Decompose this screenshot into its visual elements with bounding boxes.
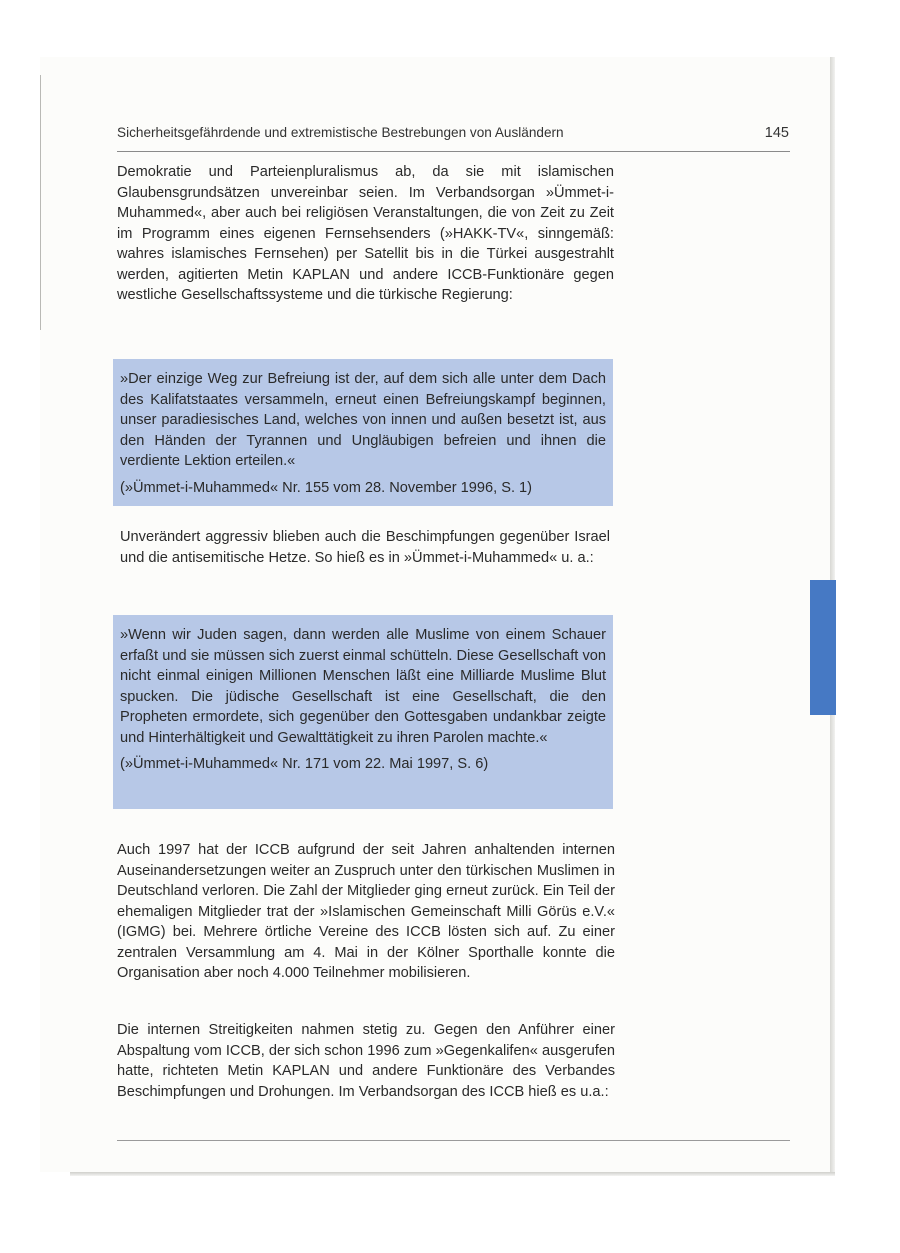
quote-source-2: (»Ümmet-i-Muhammed« Nr. 171 vom 22. Mai 1997, S. 6)	[120, 756, 489, 772]
page-shadow-bottom	[70, 1172, 835, 1176]
body-paragraph-1: Demokratie und Parteienpluralismus ab, da sie mit islamischen Glaubensgrundsätzen unvereinbar seien. Im Verbandsorgan »Ümmet-i-Muhammed«, aber auch bei religiösen Veranstaltungen, die von Zeit zu Zeit im Programm eines eigenen Fernsehsenders (»HAKK-TV«, sinngemäß: wahres islamisches Fernsehen) per Satellit bis in die Türkei ausgestrahlt werden, agitierten Metin KAPLAN und andere ICCB-Funktionäre gegen westliche Gesellschaftssysteme und die türkische Regierung:	[117, 164, 614, 303]
running-title: Sicherheitsgefährdende und extremistische Bestrebungen von Ausländern	[117, 125, 564, 140]
quote-box-2	[113, 615, 613, 809]
quote-box-1	[113, 359, 613, 506]
footer-rule	[117, 1140, 790, 1141]
section-tab-marker	[810, 580, 836, 715]
header-rule	[117, 151, 790, 152]
quote-text-2: »Wenn wir Juden sagen, dann werden alle Muslime von einem Schauer erfaßt und sie müssen sich zuerst einmal schütteln. Diese Gesellschaft von nicht einmal einigen Millionen Menschen läßt eine Milliarde Muslime Blut spucken. Die jüdische Gesellschaft ist eine Gesellschaft, die den Propheten ermordete, sich gegenüber den Gottesgaben undankbar zeigte und Hinterhältigkeit und Gewalttätigkeit zu ihren Parolen machte.«	[120, 627, 606, 746]
quote-text-1: »Der einzige Weg zur Befreiung ist der, auf dem sich alle unter dem Dach des Kalifatstaates versammeln, erneut einen Befreiungskampf beginnen, unser paradiesisches Land, welches von innen und außen besetzt ist, aus den Händen der Tyrannen und Ungläubigen befreien und ihnen die verdiente Lektion erteilen.«	[120, 371, 606, 469]
page-number: 145	[764, 125, 789, 141]
quote-source-1: (»Ümmet-i-Muhammed« Nr. 155 vom 28. November 1996, S. 1)	[120, 479, 533, 496]
body-paragraph-4: Die internen Streitigkeiten nahmen stetig zu. Gegen den Anführer einer Abspaltung vom ICCB, der sich schon 1996 zum »Gegenkalifen« ausgerufen hatte, richteten Metin KAPLAN und andere Funktionäre des Verbandes Beschimpfungen und Drohungen. Im Verbandsorgan des ICCB hieß es u.a.:	[117, 1022, 615, 1100]
page-edge	[40, 75, 41, 330]
body-paragraph-2: Unverändert aggressiv blieben auch die Beschimpfungen gegenüber Israel und die antisemitische Hetze. So hieß es in »Ümmet-i-Muhammed« u. a.:	[120, 529, 610, 566]
body-paragraph-3: Auch 1997 hat der ICCB aufgrund der seit Jahren anhaltenden internen Auseinandersetzungen weiter an Zuspruch unter den türkischen Muslimen in Deutschland verloren. Die Zahl der Mitglieder ging erneut zurück. Ein Teil der ehemaligen Mitglieder trat der »Islamischen Gemeinschaft Milli Görüs e.V.« (IGMG) bei. Mehrere örtliche Vereine des ICCB lösten sich auf. Zu einer zentralen Versammlung am 4. Mai in der Kölner Sporthalle konnte die Organisation aber noch 4.000 Teilnehmer mobilisieren.	[117, 842, 615, 981]
